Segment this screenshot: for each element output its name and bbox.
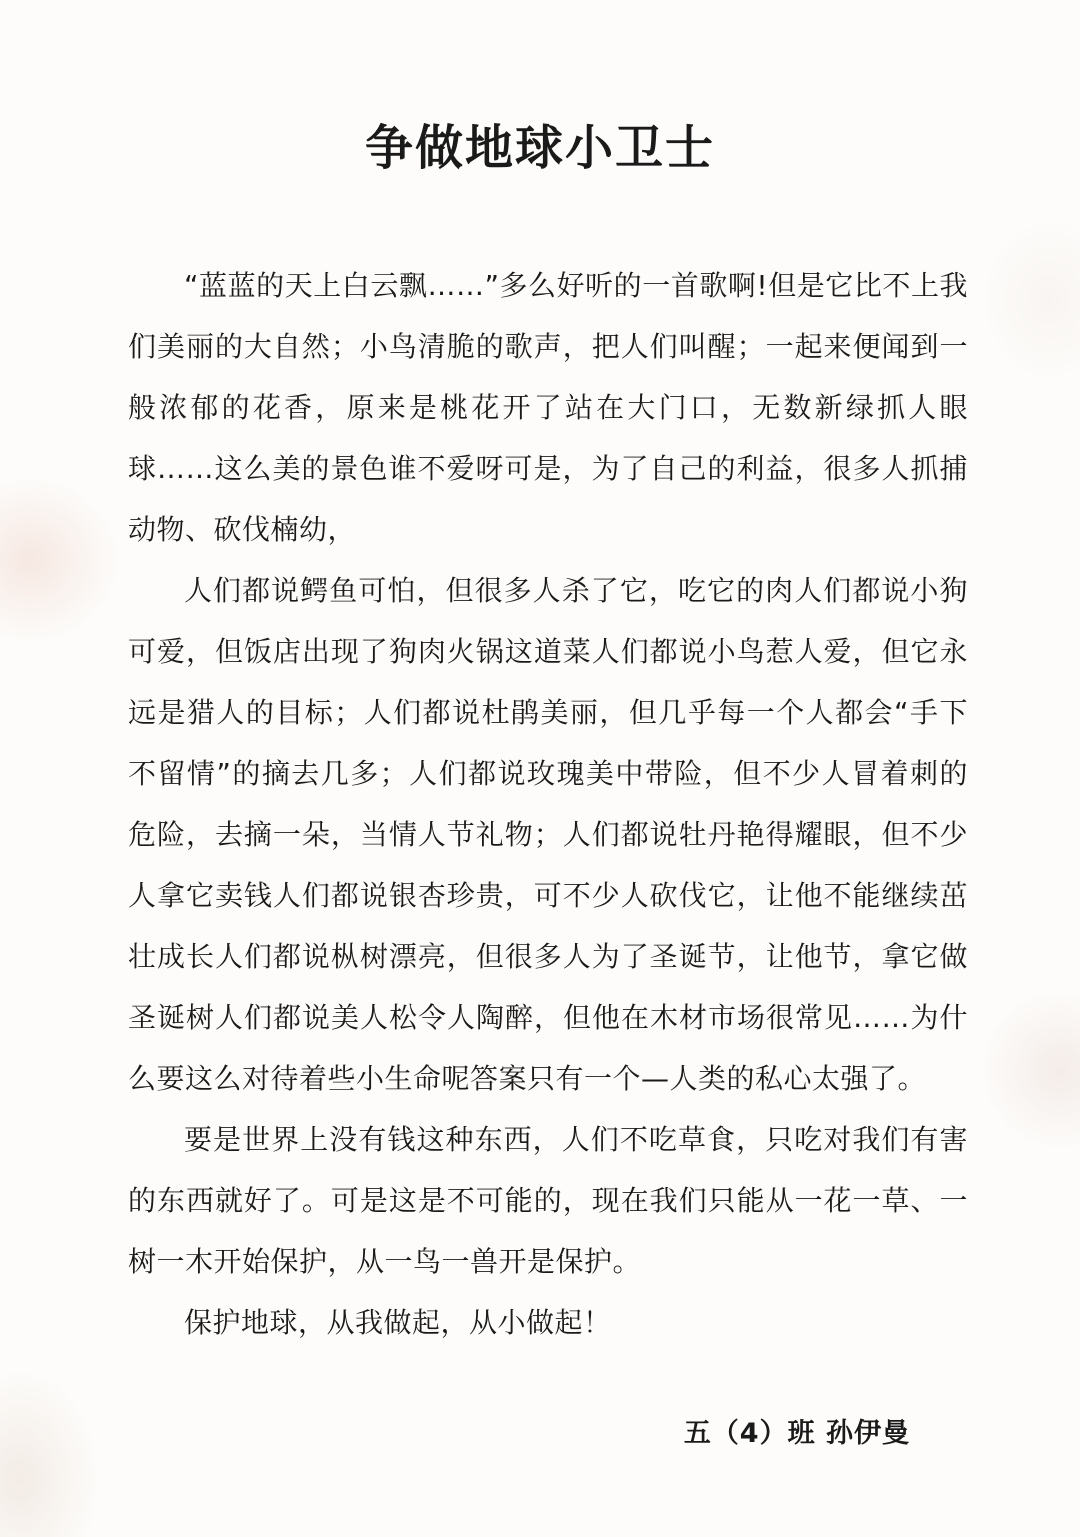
essay-title: 争做地球小卫士	[364, 120, 715, 176]
essay-paragraph-4: 保护地球，从我做起，从小做起！	[184, 1306, 612, 1339]
essay-paragraph-3: 要是世界上没有钱这种东西，人们不吃草食，只吃对我们有害的东西就好了。可是这是不可能的，现在我们只能从一花一草、一树一木开始保护，从一鸟一兽开是保护。	[128, 1123, 968, 1278]
essay-body	[128, 255, 968, 1353]
essay-paragraph-2: 人们都说鳄鱼可怕，但很多人杀了它，吃它的肉人们都说小狗可爱，但饭店出现了狗肉火锅这道菜人们都说小鸟惹人爱，但它永远是猎人的目标；人们都说杜鹃美丽，但几乎每一个人都会“手下不留情”的摘去几多；人们都说玫瑰美中带险，但不少人冒着刺的危险，去摘一朵，当情人节礼物；人们都说牡丹艳得耀眼，但不少人拿它卖钱人们都说银杏珍贵，可不少人砍伐它，让他不能继续茁壮成长人们都说枞树漂亮，但很多人为了圣诞节，让他节，拿它做圣诞树人们都说美人松令人陶醉，但他在木材市场很常见……为什么要这么对待着些小生命呢答案只有一个—人类的私心太强了。	[128, 574, 968, 1095]
author-signature: 五（4）班 孙伊曼	[683, 1418, 910, 1449]
essay-paragraph-1: “蓝蓝的天上白云飘……”多么好听的一首歌啊!但是它比不上我们美丽的大自然；小鸟清脆的歌声，把人们叫醒；一起来便闻到一般浓郁的花香，原来是桃花开了站在大门口，无数新绿抓人眼球……这么美的景色谁不爱呀可是，为了自己的利益，很多人抓捕动物、砍伐楠幼，	[128, 269, 968, 546]
